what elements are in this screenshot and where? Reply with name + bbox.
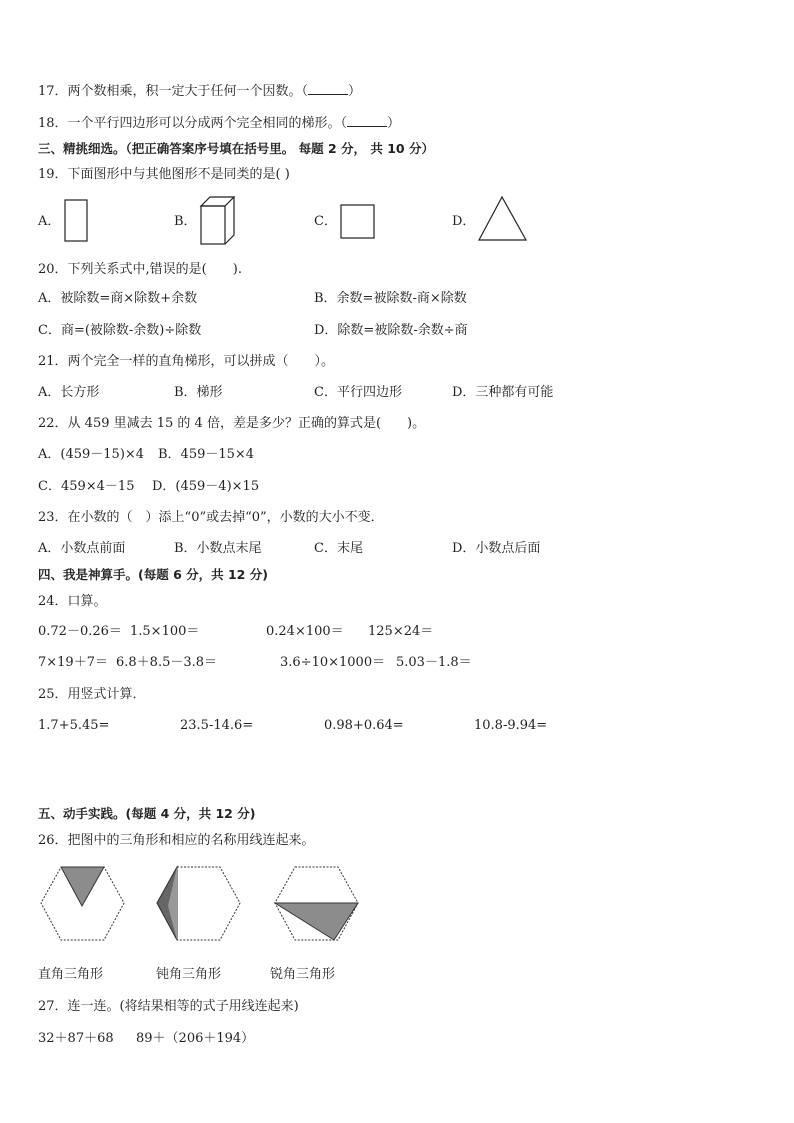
vertical-calc-item: 10.8-9.94= [474, 718, 548, 733]
option-d[interactable]: D． [452, 214, 476, 229]
option-c[interactable]: C．平行四边形 [314, 385, 402, 400]
question-24: 24．口算。 [38, 594, 107, 609]
label-acute-triangle: 锐角三角形 [270, 967, 336, 982]
option-d[interactable]: D．(459－4)×15 [152, 479, 260, 494]
option-b[interactable]: B．梯形 [174, 385, 223, 400]
question-26: 26．把图中的三角形和相应的名称用线连起来。 [38, 833, 315, 848]
option-a[interactable]: A．(459－15)×4 [38, 447, 145, 462]
option-b[interactable]: B． [174, 214, 197, 229]
calc-item: 0.72－0.26＝ [38, 624, 122, 639]
question-25: 25．用竖式计算． [38, 687, 146, 702]
label-right-triangle: 直角三角形 [38, 967, 104, 982]
option-d[interactable]: D．除数=被除数-余数÷商 [314, 323, 468, 338]
option-c[interactable]: C．末尾 [314, 541, 363, 556]
answer-blank[interactable] [347, 114, 387, 127]
question-17: 17．两个数相乘，积一定大于任何一个因数。（ ） [38, 84, 362, 99]
answer-blank[interactable] [308, 82, 348, 95]
section-3-heading: 三、精挑细选。（把正确答案序号填在括号里。 每题 2 分， 共 10 分） [38, 141, 434, 156]
calc-item: 1.5×100＝ [130, 624, 200, 639]
option-b[interactable]: B．小数点末尾 [174, 541, 262, 556]
question-23: 23．在小数的（ ）添上“0”或去掉“0”，小数的大小不变． [38, 510, 384, 525]
question-22: 22．从 459 里减去 15 的 4 倍，差是多少？正确的算式是( )。 [38, 416, 426, 431]
expression-item: 32＋87＋68 [38, 1031, 114, 1046]
option-a[interactable]: A．小数点前面 [38, 541, 126, 556]
calc-item: 0.24×100＝ [266, 624, 344, 639]
label-obtuse-triangle: 钝角三角形 [156, 967, 222, 982]
option-a[interactable]: A．长方形 [38, 385, 100, 400]
calc-item: 5.03－1.8＝ [396, 655, 472, 670]
expression-item: 89＋（206＋194） [136, 1031, 255, 1046]
question-21: 21．两个完全一样的直角梯形，可以拼成（ ）。 [38, 354, 335, 369]
question-20: 20．下列关系式中,错误的是( ). [38, 262, 242, 277]
option-a[interactable]: A． [38, 214, 61, 229]
vertical-calc-item: 0.98+0.64= [324, 718, 404, 733]
option-d[interactable]: D．三种都有可能 [452, 385, 554, 400]
section-4-heading: 四、我是神算手。(每题 6 分，共 12 分) [38, 567, 268, 582]
option-c[interactable]: C． [314, 214, 337, 229]
calc-item: 6.8＋8.5－3.8＝ [116, 655, 218, 670]
option-c[interactable]: C．459×4－15 [38, 479, 135, 494]
hexagon-right-triangle-icon [40, 866, 126, 942]
hexagon-obtuse-triangle-icon [156, 866, 242, 942]
triangle-shape-icon [478, 196, 528, 242]
question-19: 19．下面图形中与其他图形不是同类的是( ) [38, 167, 290, 182]
vertical-calc-item: 1.7+5.45= [38, 718, 110, 733]
question-18: 18．一个平行四边形可以分成两个完全相同的梯形。（ ） [38, 116, 401, 131]
option-b[interactable]: B．459－15×4 [158, 447, 255, 462]
calc-item: 3.6÷10×1000＝ [280, 655, 386, 670]
option-b[interactable]: B．余数=被除数-商×除数 [314, 291, 467, 306]
vertical-calc-item: 23.5-14.6= [180, 718, 254, 733]
cuboid-shape-icon [200, 196, 236, 246]
option-d[interactable]: D．小数点后面 [452, 541, 541, 556]
rectangle-shape-icon [64, 199, 88, 243]
option-c[interactable]: C．商=(被除数-余数)÷除数 [38, 323, 202, 338]
calc-item: 125×24＝ [368, 624, 434, 639]
square-shape-icon [340, 204, 375, 239]
section-5-heading: 五、动手实践。(每题 4 分，共 12 分) [38, 806, 256, 821]
question-27: 27．连一连。(将结果相等的式子用线连起来) [38, 999, 299, 1014]
calc-item: 7×19＋7＝ [38, 655, 108, 670]
hexagon-acute-triangle-icon [274, 866, 360, 942]
option-a[interactable]: A．被除数=商×除数+余数 [38, 291, 198, 306]
